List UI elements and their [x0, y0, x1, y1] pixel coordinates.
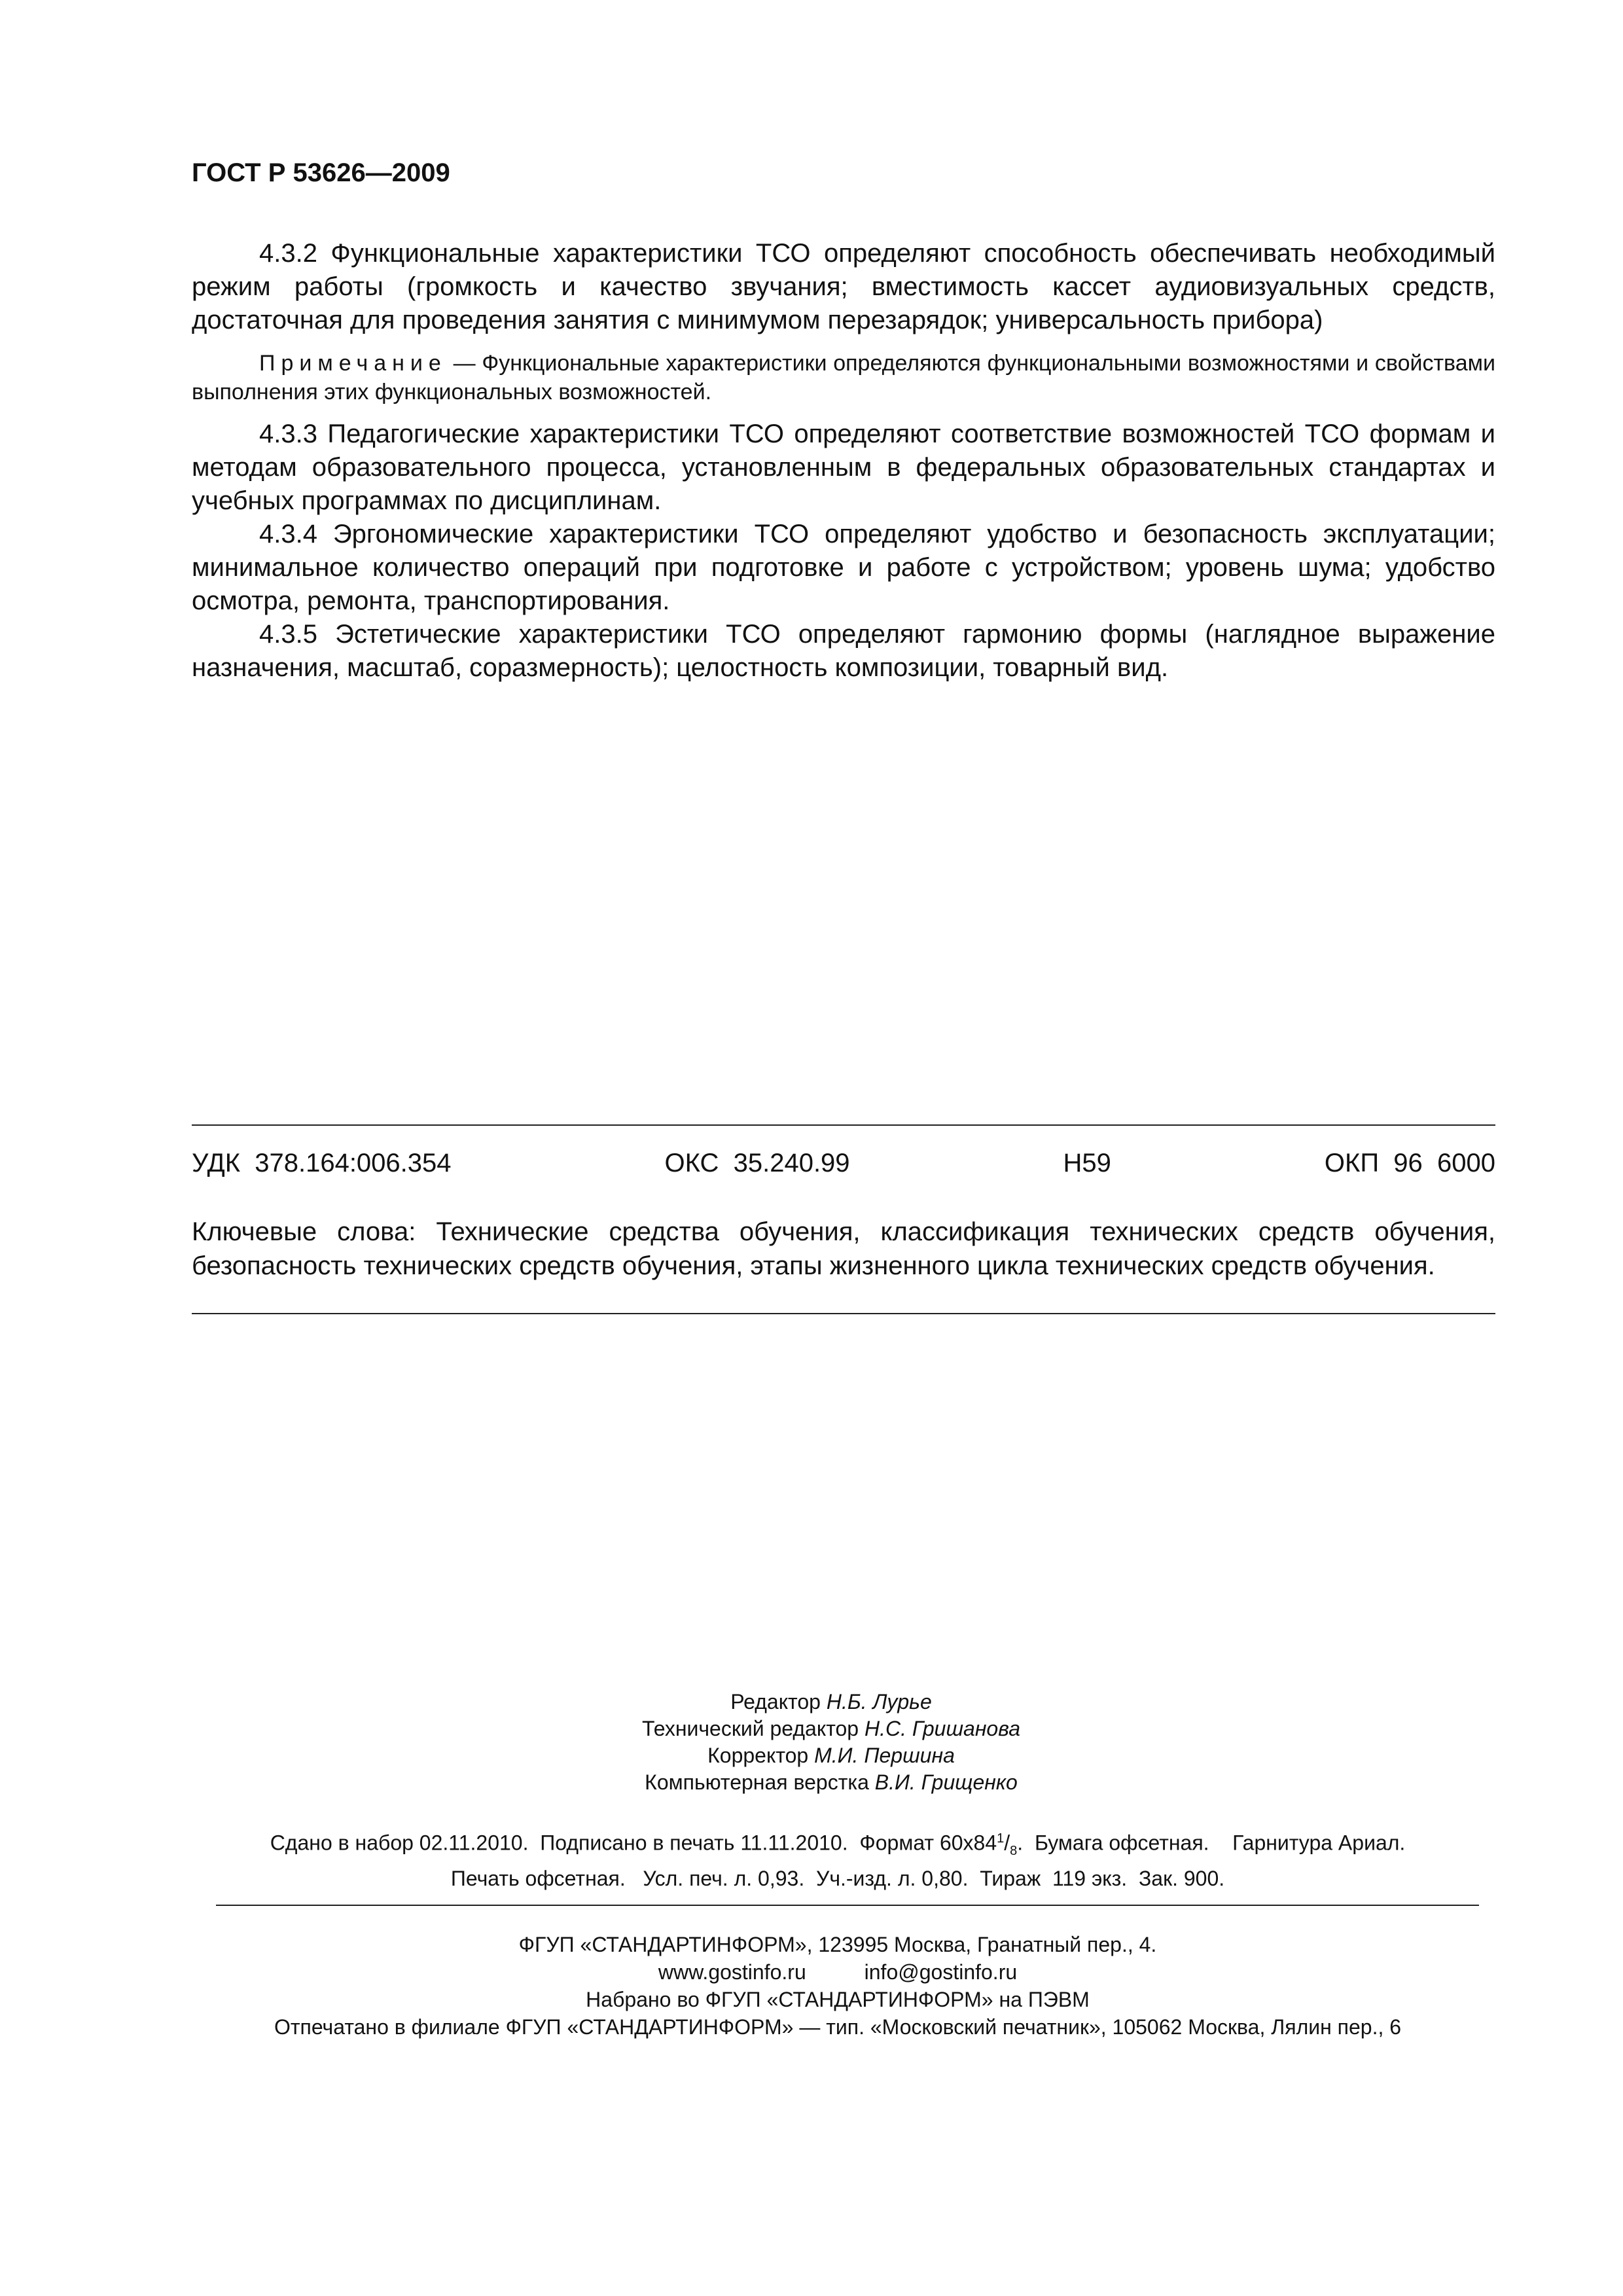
print-info-line-1: Сдано в набор 02.11.2010. Подписано в печать 11.11.2010. Формат $60x84^1/_8$. Бумага офсетная. Гарнитура Ариал. [270, 1831, 1406, 1859]
okp-code: ОКП 96 6000 [1324, 1149, 1495, 1177]
top-divider [192, 1124, 1495, 1126]
publisher-contacts: www.gostinfo.ru info@gostinfo.ru [658, 1960, 1018, 1984]
print-info [216, 1825, 1459, 1892]
paragraph-4-3-2: 4.3.2 Функциональные характеристики ТСО определяют способность обеспечивать необходимый режим работы (громкость и качество звучания; вместимость кассет аудиовизуальных средств, достаточная для проведения занятия с минимумом перезарядок; универсальность прибора) [192, 239, 1495, 334]
oks-code: ОКС 35.240.99 [664, 1149, 850, 1177]
print-info-line-2: Печать офсетная. Усл. печ. л. 0,93. Уч.-изд. л. 0,80. Тираж 119 экз. Зак. 900. [450, 1867, 1225, 1891]
publisher-divider [216, 1905, 1479, 1906]
bottom-divider [192, 1313, 1495, 1314]
publisher-address: ФГУП «СТАНДАРТИНФОРМ», 123995 Москва, Гранатный пер., 4. [518, 1933, 1157, 1956]
credit-tech-editor: Технический редактор Н.С. Гришанова [641, 1717, 1021, 1740]
credit-editor: Редактор Н.Б. Лурье [730, 1690, 932, 1713]
keywords: Ключевые слова: Технические средства обучения, классификация технических средств обучения, безопасность технических средств обучения, этапы жизненного цикла технических средств обучения. [192, 1217, 1495, 1280]
note-text: — Функциональные характеристики определяются функциональными возможностями и свойствами выполнения этих функциональных возможностей. [192, 351, 1496, 404]
classification-row [192, 1149, 1495, 1178]
paragraph-4-3-3: 4.3.3 Педагогические характеристики ТСО определяют соответствие возможностей ТСО формам и методам образовательного процесса, установленным в федеральных образовательных стандартах и учебных программах по дисциплинам. [192, 420, 1495, 515]
note [192, 349, 1495, 406]
layout-name: В.И. Грищенко [874, 1770, 1018, 1794]
corrector-name: М.И. Першина [814, 1744, 955, 1767]
standard-number: ГОСТ Р 53626—2009 [192, 158, 450, 187]
group-code: Н59 [1063, 1149, 1111, 1177]
note-label: Примечание [259, 351, 447, 376]
publisher-block [216, 1931, 1459, 2041]
credit-layout: Компьютерная верстка В.И. Грищенко [645, 1770, 1018, 1794]
paragraph-4-3-4: 4.3.4 Эргономические характеристики ТСО определяют удобство и безопасность эксплуатации; минимальное количество операций при подготовке и работе с устройством; уровень шума; удобство осмотра, ремонта, транспортирования. [192, 520, 1495, 615]
editor-name: Н.Б. Лурье [826, 1690, 932, 1713]
tech-editor-name: Н.С. Гришанова [864, 1717, 1021, 1740]
paragraph-4-3-5: 4.3.5 Эстетические характеристики ТСО определяют гармонию формы (наглядное выражение назначения, масштаб, соразмерность); целостность композиции, товарный вид. [192, 620, 1495, 682]
publisher-printed: Отпечатано в филиале ФГУП «СТАНДАРТИНФОРМ» — тип. «Московский печатник», 105062 Москва, Лялин пер., 6 [274, 2015, 1402, 2039]
credit-corrector: Корректор М.И. Першина [707, 1744, 955, 1767]
udk-code: УДК 378.164:006.354 [192, 1149, 452, 1177]
publisher-typeset: Набрано во ФГУП «СТАНДАРТИНФОРМ» на ПЭВМ [586, 1988, 1090, 2011]
credits-block [0, 1689, 1623, 1796]
